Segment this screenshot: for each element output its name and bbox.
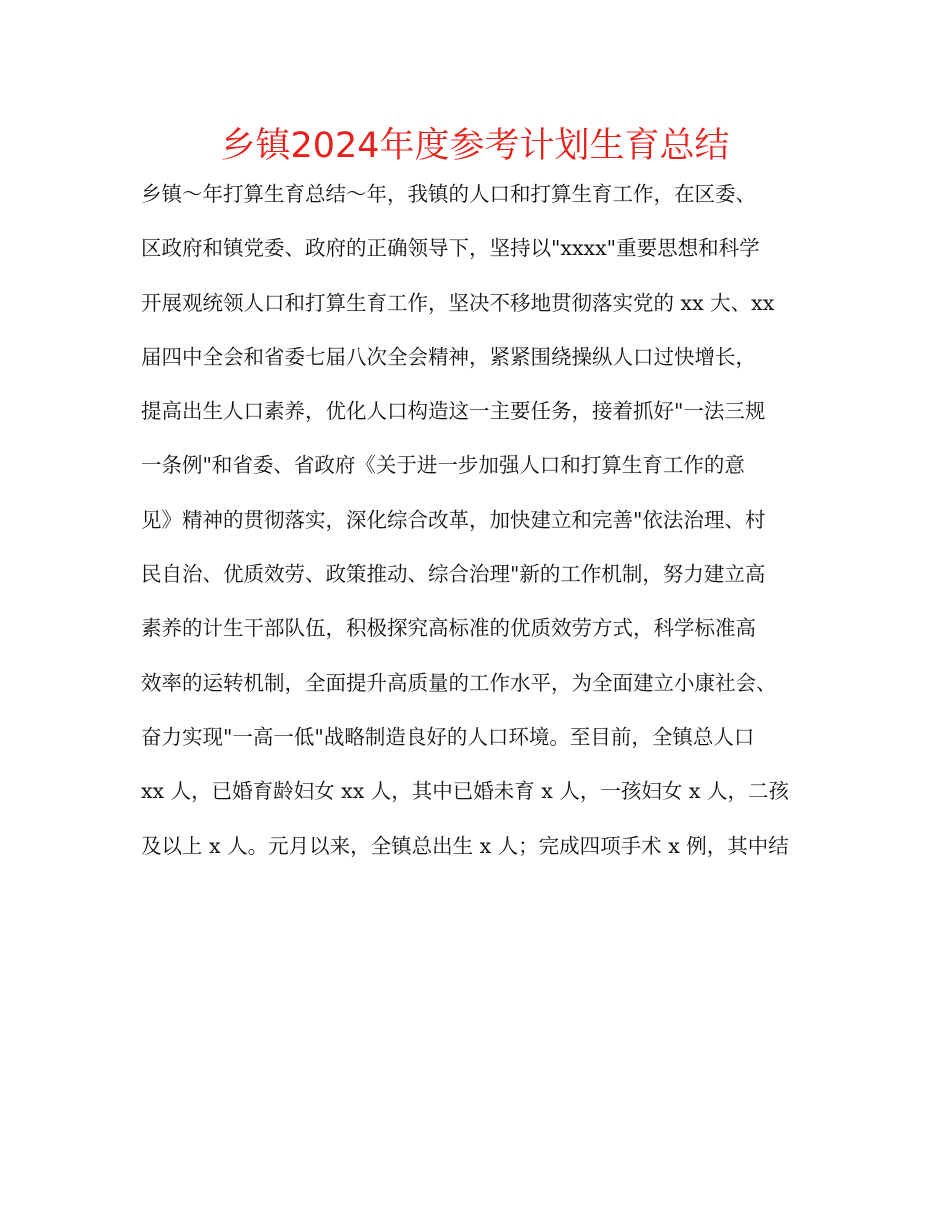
body-line: 一条例"和省委、省政府《关于进一步加强人口和打算生育工作的意 — [141, 453, 745, 478]
body-line: 开展观统领人口和打算生育工作，坚决不移地贯彻落实党的 xx 大、xx — [141, 290, 775, 315]
body-line: 及以上 x 人。元月以来，全镇总出生 x 人；完成四项手术 x 例，其中结 — [141, 833, 789, 858]
body-line: 效率的运转机制，全面提升高质量的工作水平，为全面建立小康社会、 — [141, 670, 777, 695]
body-line: 届四中全会和省委七届八次全会精神，紧紧围绕操纵人口过快增长， — [141, 344, 756, 369]
body-line: 区政府和镇党委、政府的正确领导下，坚持以"xxxx"重要思想和科学 — [141, 236, 760, 261]
document-title: 乡镇2024年度参考计划生育总结 — [220, 126, 730, 166]
document-body — [141, 171, 841, 877]
body-line: xx 人，已婚育龄妇女 xx 人，其中已婚未育 x 人，一孩妇女 x 人，二孩 — [141, 779, 789, 804]
body-line: 民自治、优质效劳、政策推动、综合治理"新的工作机制，努力建立高 — [141, 562, 766, 587]
body-line: 见》精神的贯彻落实，深化综合改革，加快建立和完善"依法治理、村 — [141, 507, 766, 532]
body-line: 素养的计生干部队伍，积极探究高标准的优质效劳方式，科学标准高 — [141, 616, 756, 641]
body-line: 奋力实现"一高一低"战略制造良好的人口环境。至目前，全镇总人口 — [141, 724, 755, 749]
body-line: 提高出生人口素养，优化人口构造这一主要任务，接着抓好"一法三规 — [141, 399, 766, 424]
body-line: 乡镇～年打算生育总结～年，我镇的人口和打算生育工作，在区委、 — [141, 182, 756, 206]
